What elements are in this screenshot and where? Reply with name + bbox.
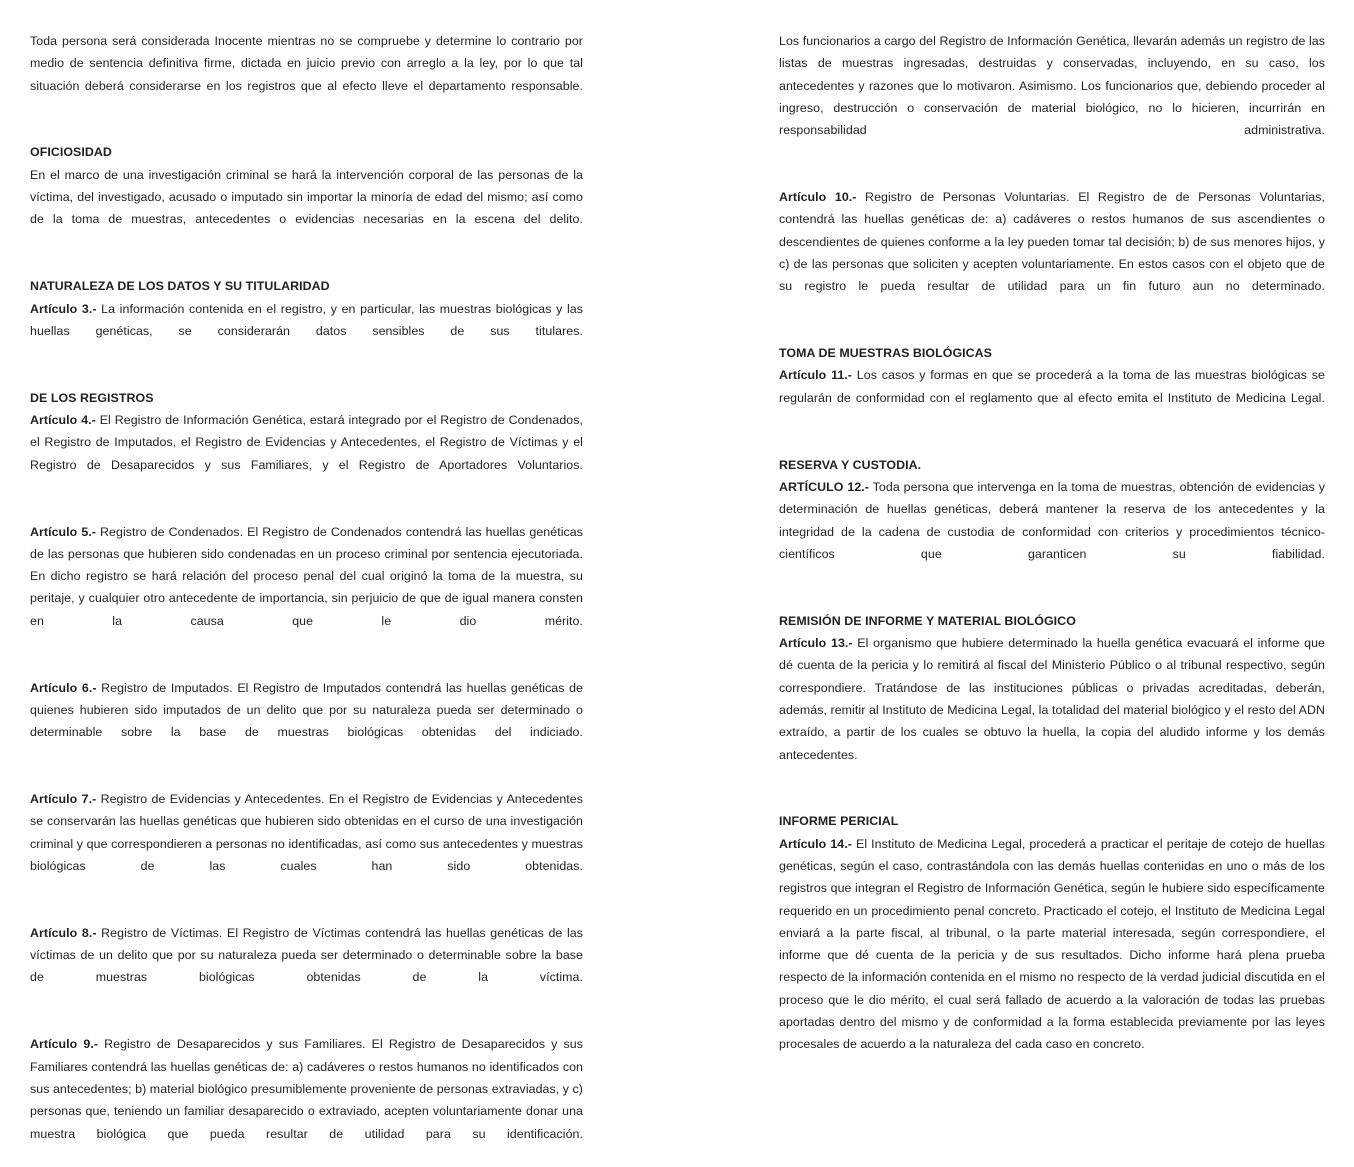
heading-de-los-registros: DE LOS REGISTROS (30, 390, 154, 405)
paragraph-gap (30, 119, 583, 141)
article-4-body: El Registro de Información Genética, estará integrado por el Registro de Condenados, el Registro de Imputados, el Registro de Evidencias y Antecedentes, el Registro de Víctimas y el Registro de Desaparecidos y sus Familiares, y el Registro de Aportadores Voluntarios. (30, 413, 583, 472)
article-12 (779, 476, 1325, 587)
paragraph-gap (30, 766, 583, 788)
article-13-body: El organismo que hubiere determinado la huella genética evacuará el informe que dé cuenta de la pericia y lo remitirá al fiscal del Ministerio Público o al tribunal respectivo, según correspondiere. Tratándose de las instituciones públicas o privadas acreditadas, deberán, además, remitir al Instituto de Medicina Legal, la totalidad del material biológico y el resto del ADN extraído, a partir de los cuales se obtuvo la huella, la copia del aludido informe y los demás antecedentes. (779, 636, 1325, 762)
article-8 (30, 922, 583, 1011)
article-11-label: Artículo 11.- (779, 368, 853, 383)
article-4 (30, 409, 583, 498)
article-9 (30, 1033, 583, 1167)
article-9-body: Registro de Desaparecidos y sus Familiares. El Registro de Desaparecidos y sus Familiares contendrá las huellas genéticas de: a) cadáveres o restos humanos no identificados con sus antecedentes; b) material biológico presumiblemente proveniente de personas extraviadas, y c) personas que, teniendo un familiar desaparecido o extraviado, acepten voluntariamente donar una muestra biológica que pueda resultar de utilidad para su identificación. (30, 1037, 583, 1141)
heading-remision-informe: REMISIÓN DE INFORME Y MATERIAL BIOLÓGICO (779, 613, 1076, 628)
paragraph-gap (30, 654, 583, 676)
article-14-label: Artículo 14.- (779, 836, 852, 851)
article-3 (30, 298, 583, 365)
article-11 (779, 364, 1325, 431)
paragraph-gap (779, 320, 1325, 342)
article-10-body: Registro de Personas Voluntarias. El Registro de de Personas Voluntarias, contendrá las huellas genéticas de: a) cadáveres o restos humanos de sus ascendientes o descendientes de quienes conforme a la ley pueden tomar tal decisión; b) de sus menores hijos, y c) de las personas que soliciten y acepten voluntariamente. En estos casos con el objeto que de su registro le pueda resultar de utilidad para un fin futuro aun no determinado. (779, 190, 1325, 294)
article-10-label: Artículo 10.- (779, 190, 857, 205)
article-6-body: Registro de Imputados. El Registro de Imputados contendrá las huellas genéticas de quienes hubieren sido imputados de un delito que por su naturaleza pueda ser determinado o determinable sobre la base de muestras biológicas obtenidas del indiciado. (30, 680, 583, 740)
paragraph-gap (30, 253, 583, 275)
article-14 (779, 833, 1325, 1056)
article-10 (779, 186, 1325, 320)
article-14-body: El Instituto de Medicina Legal, procederá a practicar el peritaje de cotejo de huellas genéticas, según el caso, contrastándola con las demás huellas contenidas en uno o más de los registros que integran el Registro de Información Genética, según le hubiere sido específicamente requerido en un procedimiento penal concreto. Practicado el cotejo, el Instituto de Medicina Legal enviará a la parte fiscal, al tribunal, o la parte material interesada, según correspondiere, el informe que dé cuenta de la pericia y de sus resultados. Dicho informe hará plena prueba respecto de la información contenida en el mismo no respecto de la verdad judicial discutida en el proceso que le dio mérito, el cual será fallado de acuerdo a la valoración de todas las pruebas aportadas dentro del mismo y de conformidad a la forma establecida previamente por las leyes procesales de acuerdo a la naturaleza del cada caso en concreto. (779, 836, 1325, 1052)
article-8-body: Registro de Víctimas. El Registro de Víctimas contendrá las huellas genéticas de las víctimas de un delito que por su naturaleza pueda ser determinado o determinable sobre la base de muestras biológicas obtenidas de la víctima. (30, 925, 583, 985)
paragraph-funcionarios-registro: Los funcionarios a cargo del Registro de Información Genética, llevarán además un registro de las listas de muestras ingresadas, destruidas y conservadas, incluyendo, en su caso, los antecedentes y razones que lo motivaron. Asimismo. Los funcionarios que, debiendo proceder al ingreso, destrucción o conservación de material biológico, no lo hicieren, incurrirán en responsabilidad administrativa. (779, 34, 1325, 138)
paragraph-gap (30, 900, 583, 922)
two-column-layout (0, 30, 1354, 1167)
article-8-label: Artículo 8.- (30, 925, 97, 940)
article-6 (30, 677, 583, 766)
paragraph-presuncion-inocencia: Toda persona será considerada Inocente mientras no se compruebe y determine lo contrario por medio de sentencia definitiva firme, dictada en juicio previo con arreglo a la ley, por lo que tal situación deberá considerarse en los registros que al efecto lleve el departamento responsable. (30, 34, 583, 93)
article-12-label: ARTÍCULO 12.- (779, 479, 869, 494)
article-9-label: Artículo 9.- (30, 1037, 99, 1052)
article-3-label: Artículo 3.- (30, 301, 97, 316)
paragraph-gap (779, 164, 1325, 186)
article-5-label: Artículo 5.- (30, 524, 96, 539)
heading-toma-muestras-biologicas: TOMA DE MUESTRAS BIOLÓGICAS (779, 346, 993, 361)
heading-naturaleza-datos: NATURALEZA DE LOS DATOS Y SU TITULARIDAD (30, 279, 330, 294)
left-text-column (0, 30, 583, 1167)
article-13 (779, 632, 1325, 788)
article-4-label: Artículo 4.- (30, 413, 96, 428)
article-12-body: Toda persona que intervenga en la toma de muestras, obtención de evidencias y determinación de huellas genéticas, deberá mantener la reserva de los antecedentes y la integridad de la cadena de custodia de conformidad con criterios y procedimientos técnico-científicos que garanticen su fiabilidad. (779, 479, 1325, 561)
paragraph-oficiosidad: En el marco de una investigación criminal se hará la intervención corporal de las personas de la víctima, del investigado, acusado o imputado sin importar la minoría de edad del mismo; así como de la toma de muestras, antecedentes o evidencias necesarias en la escena del delito. (30, 167, 583, 227)
paragraph-gap (30, 364, 583, 386)
article-7 (30, 788, 583, 899)
right-text-column (779, 30, 1354, 1056)
article-5 (30, 521, 583, 655)
heading-informe-pericial: INFORME PERICIAL (779, 814, 899, 829)
paragraph-gap (30, 498, 583, 520)
article-7-body: Registro de Evidencias y Antecedentes. En el Registro de Evidencias y Antecedentes se conservarán las huellas genéticas que hubieren sido obtenidas en el curso de una investigación criminal y que correspondieren a personas no identificadas, así como sus antecedentes y muestras biológicas de las cuales han sido obtenidas. (30, 792, 583, 873)
article-11-body: Los casos y formas en que se procederá a la toma de las muestras biológicas se regularán de conformidad con el reglamento que al efecto emita el Instituto de Medicina Legal. (779, 368, 1325, 405)
article-7-label: Artículo 7.- (30, 792, 97, 807)
article-5-body: Registro de Condenados. El Registro de Condenados contendrá las huellas genéticas de las personas que hubieren sido condenadas en un proceso criminal por sentencia ejecutoriada. En dicho registro se hará relación del proceso penal del cual originó la toma de la muestra, su peritaje, y cualquier otro antecedente de importancia, sin perjuicio de que de igual manera consten en la causa que le dio mérito. (30, 524, 583, 628)
paragraph-gap (779, 587, 1325, 609)
paragraph-gap (779, 431, 1325, 453)
article-13-label: Artículo 13.- (779, 636, 853, 651)
heading-reserva-custodia: RESERVA Y CUSTODIA. (779, 457, 922, 472)
paragraph-gap (779, 788, 1325, 810)
article-6-label: Artículo 6.- (30, 680, 97, 695)
article-3-body: La información contenida en el registro, y en particular, las muestras biológicas y las huellas genéticas, se considerarán datos sensibles de sus titulares. (30, 301, 583, 338)
heading-oficiosidad: OFICIOSIDAD (30, 145, 112, 160)
paragraph-gap (30, 1011, 583, 1033)
